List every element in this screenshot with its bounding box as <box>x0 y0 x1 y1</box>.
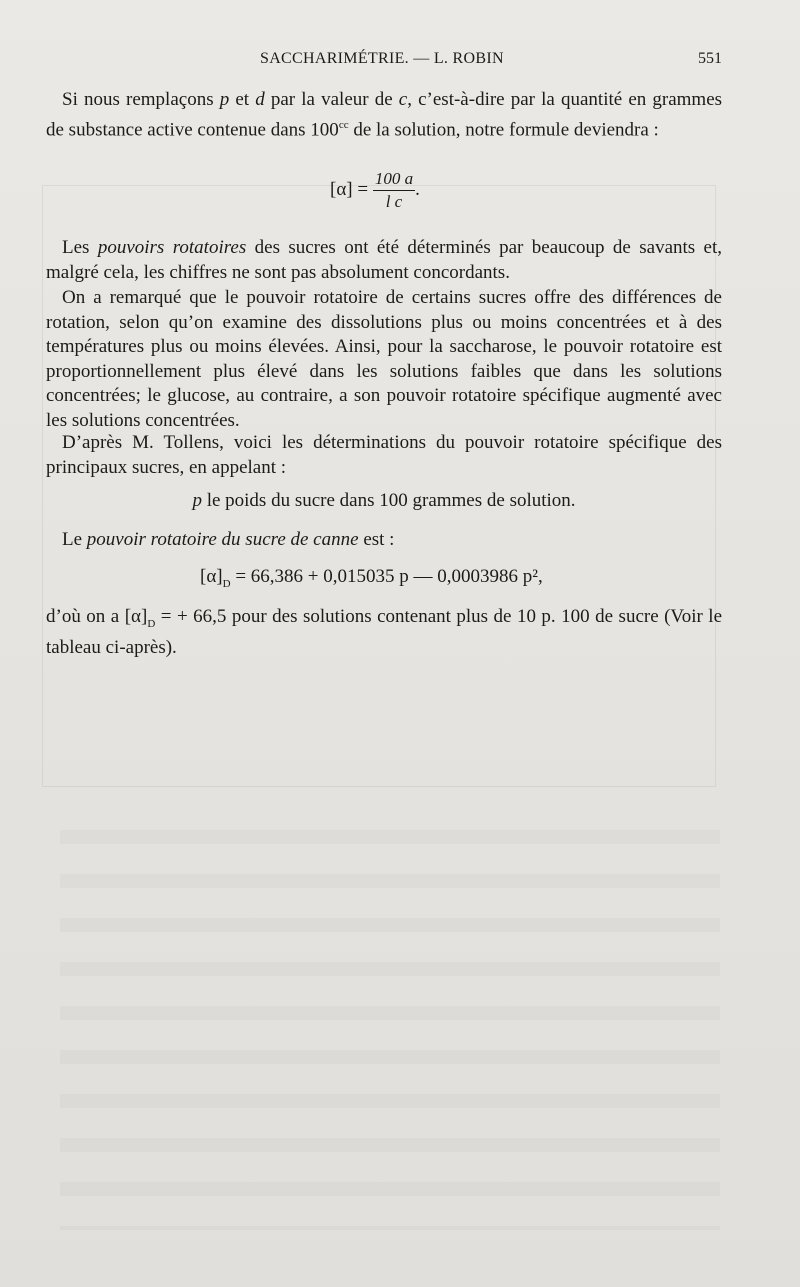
fraction: $\frac{100 a}{\text{l c}}$ <box>374 169 414 211</box>
formula-specific-rotation: [α] = $\frac{100 a}{\text{l c}}$ . <box>330 169 420 211</box>
show-through-text <box>60 800 720 1230</box>
paragraph-variations: On a remarqué que le pouvoir rotatoire de certains sucres offre des différences de rotation, selon qu’on examine des dissolutions plus ou moins concentrées et à des températures plus ou moins élevées. Ainsi, pour la saccharose, le pouvoir rotatoire est proportionnellement plus élevé dans les solutions faibles que dans les solutions concentrées; le glucose, au contraire, a son pouvoir rotatoire spécifique augmenté avec les solutions concentrées. <box>46 287 722 431</box>
paragraph-substitution: Si nous remplaçons p et d par la valeur de c, c’est-à-dire par la quantité en grammes de substance active contenue dans $100^{cc}$ de la solution, notre formule deviendra : <box>46 89 723 140</box>
paragraph-rotatory-powers: Les pouvoirs rotatoires des sucres ont été déterminés par beaucoup de savants et, malgré cela, les chiffres ne sont pas absolument concordants. <box>46 237 723 283</box>
paragraph-tollens: D’après M. Tollens, voici les déterminations du pouvoir rotatoire spécifique des principaux sucres, en appelant : <box>46 432 722 478</box>
definition-p: p le poids du sucre dans 100 grammes de solution. <box>192 490 576 511</box>
running-title: SACCHARIMÉTRIE. — L. ROBIN <box>260 50 504 67</box>
paragraph-result: d’où on a $[\alpha]_D$ = + 66,5 pour des solutions contenant plus de 10 p. 100 de sucre (Voir le tableau ci-après). <box>46 606 723 659</box>
running-header <box>46 50 722 74</box>
page-number: 551 <box>698 50 722 67</box>
formula-cane-sugar: $[\alpha]_D = 66,386 + 0,015035$ p — 0,0003986 p², <box>200 566 543 590</box>
paragraph-cane-sugar: Le pouvoir rotatoire du sucre de canne est : <box>62 529 395 550</box>
